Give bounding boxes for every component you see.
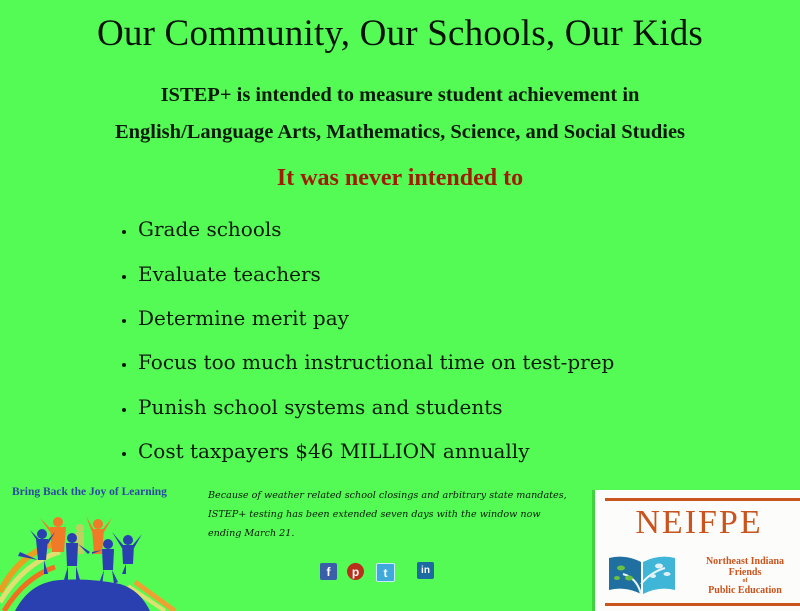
bullet-icon xyxy=(122,275,126,279)
logo-rule-top xyxy=(605,498,800,501)
logo-rule-bottom xyxy=(605,603,800,606)
logo-org-name: Northeast Indiana Friends of Public Education xyxy=(705,556,785,596)
page-title: Our Community, Our Schools, Our Kids xyxy=(96,13,704,54)
list-item: Determine merit pay xyxy=(122,296,614,340)
never-intended-list xyxy=(122,207,614,473)
linkedin-icon[interactable]: in xyxy=(417,562,434,579)
logo-acronym: NEIFPE xyxy=(635,504,763,541)
list-item: Grade schools xyxy=(122,207,614,251)
bullet-icon xyxy=(122,230,126,234)
testing-extension-note: Because of weather related school closings and arbitrary state mandates, ISTEP+ testing has been extended seven days with the window now ending March 21. xyxy=(208,490,567,539)
list-item: Punish school systems and students xyxy=(122,385,614,429)
neifpe-logo xyxy=(592,490,800,611)
bullet-icon xyxy=(122,452,126,456)
twitter-icon[interactable]: t xyxy=(376,563,395,582)
bullet-icon xyxy=(122,363,126,367)
joy-of-learning-image xyxy=(0,482,200,611)
pinterest-icon[interactable]: p xyxy=(347,563,364,580)
bullet-icon xyxy=(122,319,126,323)
jumping-kids-illustration xyxy=(0,482,200,611)
facebook-icon[interactable]: f xyxy=(320,563,337,580)
bullet-icon xyxy=(122,408,126,412)
subtitle-line-1: ISTEP+ is intended to measure student achievement in xyxy=(160,84,640,106)
list-item: Cost taxpayers $46 MILLION annually xyxy=(122,429,614,473)
never-intended-heading: It was never intended to xyxy=(276,165,524,191)
subtitle-line-2: English/Language Arts, Mathematics, Science, and Social Studies xyxy=(114,121,686,143)
joy-caption: Bring Back the Joy of Learning xyxy=(12,486,167,498)
list-item: Evaluate teachers xyxy=(122,251,614,295)
book-tree-icon xyxy=(607,554,677,596)
list-item: Focus too much instructional time on test-prep xyxy=(122,340,614,384)
